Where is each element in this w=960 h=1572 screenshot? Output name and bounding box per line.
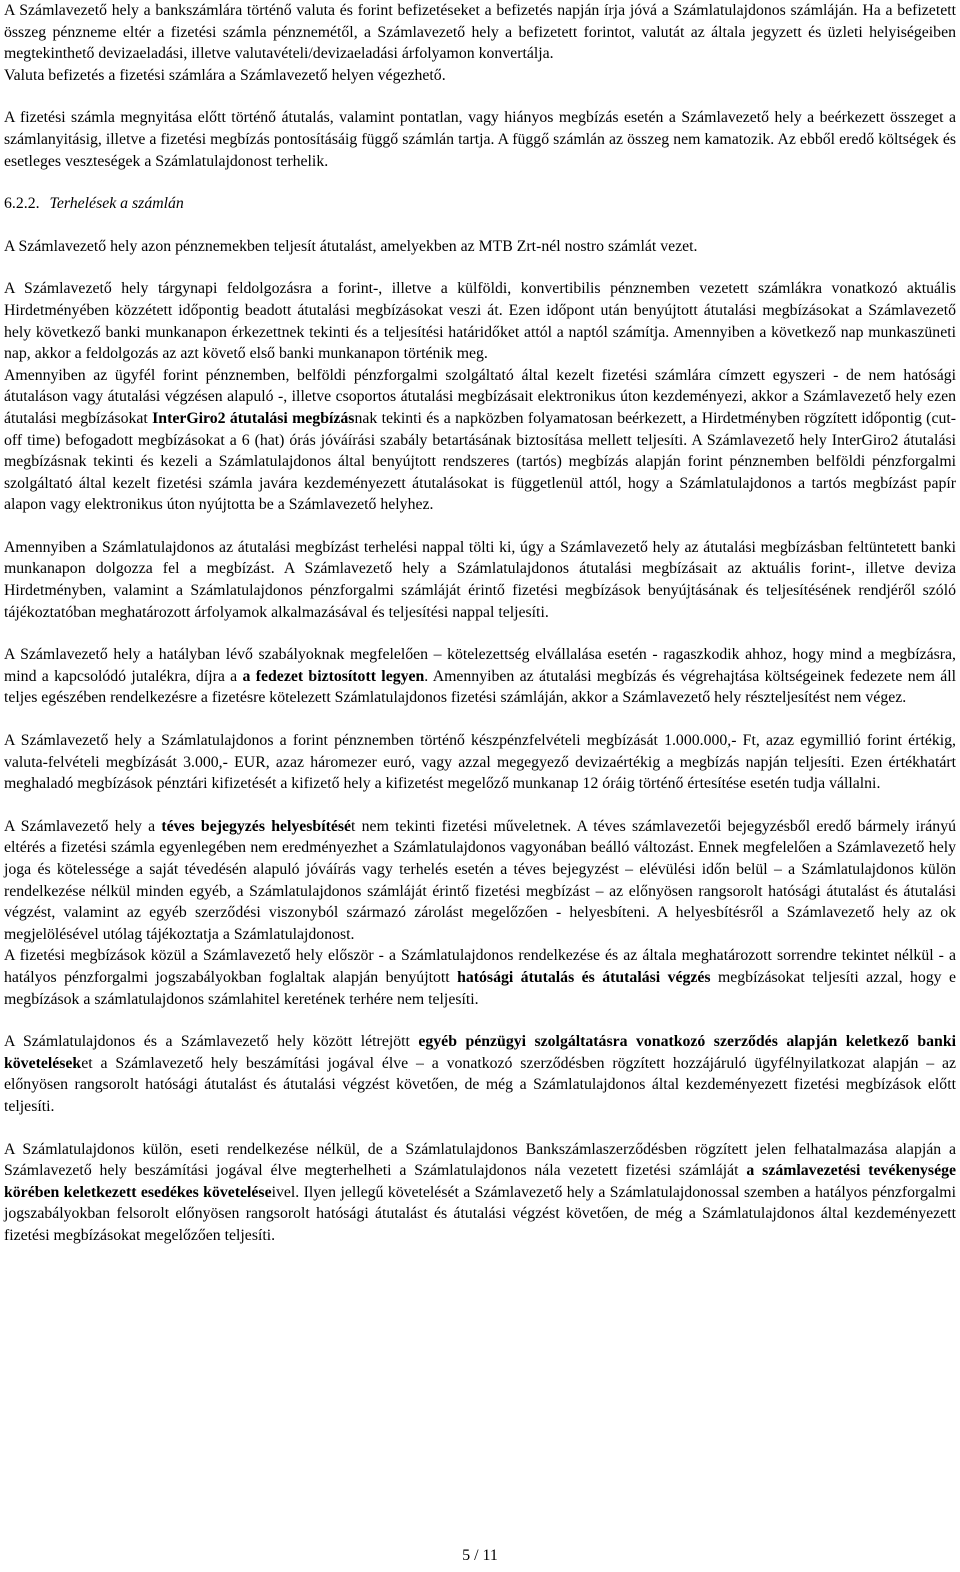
kovetelesek-text-1: A Számlatulajdonos és a Számlavezető hely között létrejött (4, 1033, 419, 1051)
paragraph-fuggo-szamla: A fizetési számla megnyitása előtt történő átutalás, valamint pontatlan, vagy hiányos megbízás esetén a Számlavezető hely a beérkezett összeget a számlanyitásig, illetve a fizetési megbízás pontosításáig függő számlán tartja. A függő számlán az összeg nem kamatozik. Az ebből eredő költségek és esetleges veszteségek a Számlatulajdonost terhelik. (4, 109, 956, 170)
teves-bold: téves bejegyzés helyesbítésé (161, 817, 352, 835)
section-title: Terhelések a számlán (49, 195, 184, 213)
hatosagi-text-1: A fizetési megbízások közül a Számlavezető hely először - a Számlatulajdonos rendelkezése és az általa meghatározott sorrendre tekintet nélkül - a hatályos pénzforgalmi jogszabályokban foglaltak alapján benyújtott (4, 947, 956, 986)
intergiro-text-2: nak tekinti és a napközben folyamatosan beérkezett, a Hirdetményben rögzített időpontig (cut-off time) befogadott megbízásokat a 6 (hat) órás jóváírási szabály betartásának biztosítása mellett teljesíti. A Számlavezető hely InterGiro2 átutalási megbízásnak tekinti és kezeli a Számlatulajdonos által benyújtott rendszeres (tartós) megbízás alapján forint pénznemben belföldi pénzforgalmi szolgáltató által kezelt fizetési számla javára kezdeményezett átutalásokat is függetlenül attól, hogy a Számlatulajdonos a tartós megbízást papír alapon vagy elektronikus úton nyújtotta be a Számlavezető helyhez. (4, 409, 956, 514)
paragraph-banki-kovetelesek (4, 1031, 956, 1117)
beszamitas-text-1: A Számlatulajdonos külön, eseti rendelkezése nélkül, de a Számlatulajdonos Bankszámlaszerződésben rögzített jelen felhatalmazása alapján a Számlavezető hely beszámítási jogával élve megterhelheti a Számlatulajdonos nála vezetett fizetési számláját (4, 1140, 956, 1180)
paragraph-keszpenzfelvetel: A Számlavezető hely a Számlatulajdonos a forint pénznemben történő készpénzfelvételi megbízását 1.000.000,- Ft, azaz egymillió forint értékig, valuta-felvételi megbízását 3.000,- EUR, azaz háromezer euró, vagy azzal megegyező devizaértékig a megbízás napján teljesíti. Ezen értékhatárt meghaladó megbízások pénztári kifizetését a kifizető hely a kifizetést megelőző munkanap 12 óráig történő értesítése esetén tudja vállalni. (4, 732, 956, 793)
paragraph-beszamitas (4, 1139, 956, 1247)
paragraph-valuta-befizetes: Valuta befizetés a fizetési számlára a Számlavezető helyen végezhető. (4, 66, 446, 84)
paragraph-feldolgozas: A Számlavezető hely tárgynapi feldolgozásra a forint-, illetve a külföldi, konvertibilis pénznemben vezetett számlákra vonatkozó aktuális Hirdetményében közzétett időpontig beadott átutalási megbízásokat veszi át. Ezen időpont után benyújtott átutalási megbízásokat a Számlavezető hely következő banki munkanapon érkezettnek tekinti és a teljesítési határidőket attól a naptól számítja. Amennyiben a következő nap munkaszüneti nap, akkor a feldolgozás az azt követő első banki munkanapon történik meg. (4, 280, 956, 363)
hatosagi-text-2: megbízásokat teljesíti azzal, hogy e megbízások a számlatulajdonos számlahitel keretének terhére nem teljesíti. (4, 968, 956, 1008)
paragraph-nostro: A Számlavezető hely azon pénznemekben teljesít átutalást, amelyekben az MTB Zrt-nél nostro számlát vezet. (4, 237, 698, 255)
paragraph-terhelesi-nap: Amennyiben a Számlatulajdonos az átutalási megbízást terhelési nappal tölti ki, úgy a Számlavezető hely az átutalási megbízásban feltüntetett banki munkanapon dolgozza fel a megbízást. A Számlavezető hely a Számlatulajdonos átutalási megbízásait az aktuális forint-, illetve deviza Hirdetményben, valamint a Számlatulajdonos pénzforgalmi számláját érintő fizetési megbízások benyújtásának és teljesítésének rendjéről szóló tájékoztatóban meghatározott árfolyamok alkalmazásával és teljesítési nappal teljesíti. (4, 538, 956, 621)
beszamitas-bold: a számlavezetési tevékenysége körében keletkezett esedékes követelése (4, 1162, 956, 1201)
teves-text-2: t nem tekinti fizetési műveletnek. A téves számlavezetői bejegyzésből eredő bármely irányú eltérés a fizetési számla egyenlegében nem eredményezhet a Számlatulajdonos vagyonában beálló változást. Ennek megfelelően a Számlavezető hely joga és kötelessége a saját tévedésén alapuló jóváírás vagy terhelés esetén a téves bejegyzést – elévülési időn belül – a Számlatulajdonos külön rendelkezése nélkül minden egyéb, a Számlatulajdonos számláját érintő fizetési megbízást – az előnyösen rangsorolt hatósági átutalást és átutalási végzést, valamint az egyéb szerződési viszonyból származó zárolást megelőzően - helyesbíteni. A helyesbítésről a Számlavezető hely az ok megjelölésével utólag tájékoztatja a Számlatulajdonost. (4, 817, 956, 943)
paragraph-befizetes: A Számlavezető hely a bankszámlára történő valuta és forint befizetéseket a befizetés napján írja jóvá a Számlatulajdonos számláján. Ha a befizetett összeg pénzneme eltér a fizetési számla pénznemétől, a Számlavezető hely a befizetett forintot, valutát az általa jegyzett és üzleti helyiségeiben megtekinthető devizaeladási, illetve valutavételi/devizaeladási árfolyamon konvertálja. (4, 2, 956, 63)
paragraph-intergiro (4, 365, 956, 516)
paragraph-hatosagi-atutalas (4, 945, 956, 1010)
hatosagi-bold: hatósági átutalás és átutalási végzés (457, 968, 711, 986)
teves-text-1: A Számlavezető hely a (4, 817, 162, 835)
kovetelesek-bold: egyéb pénzügyi szolgáltatásra vonatkozó szerződés alapján keletkező banki követelések (4, 1033, 956, 1072)
fedezet-text-1: A Számlavezető hely a hatályban lévő szabályoknak megfelelően – kötelezettség elvállalása esetén - ragaszkodik ahhoz, hogy mind a megbízásra, mind a kapcsolódó jutalékra, díjra a (4, 646, 956, 685)
fedezet-bold: a fedezet biztosított legyen (242, 667, 425, 685)
beszamitas-text-2: ivel. Ilyen jellegű követelését a Számlavezető hely a Számlatulajdonossal szemben a hatályos pénzforgalmi jogszabályokban felsorolt előnyösen rangsorolt hatósági átutalást és átutalási végzést követően, de még a Számlatulajdonos által kezdeményezett fizetési megbízásokat megelőzően teljesíti. (4, 1183, 956, 1244)
page-number: 5 / 11 (462, 1547, 498, 1564)
section-number: 6.2.2. (4, 195, 40, 213)
section-heading (4, 193, 956, 215)
kovetelesek-text-2: et a Számlavezető hely beszámítási jogával élve – a vonatkozó szerződésben rögzített hozzájáruló ügyfélnyilatkozat alapján – az előnyösen rangsorolt hatósági átutalást és átutalási végzést követően, de még a Számlatulajdonos által kezdeményezett fizetési megbízások előtt teljesíti. (4, 1054, 956, 1115)
intergiro-bold: InterGiro2 átutalási megbízás (152, 409, 355, 427)
paragraph-fedezet (4, 644, 956, 709)
fedezet-text-2: . Amennyiben az átutalási megbízás és végrehajtása költségeinek fedezete nem áll teljes egészében rendelkezésre a fizetésre kötelezett Számlatulajdonos fizetési számláján, akkor a Számlavezető hely részteljesítést nem végez. (4, 667, 957, 707)
paragraph-teves-bejegyzes (4, 816, 956, 946)
intergiro-text-1: Amennyiben az ügyfél forint pénznemben, belföldi pénzforgalmi szolgáltató által kezelt fizetési számlára címzett egyszeri - de nem hatósági átutaláson vagy átutalási végzésen alapuló -, illetve csoportos átutalási megbízásait elektronikus úton kezdeményezi, akkor a Számlavezető hely ezen átutalási megbízásokat (4, 366, 956, 427)
